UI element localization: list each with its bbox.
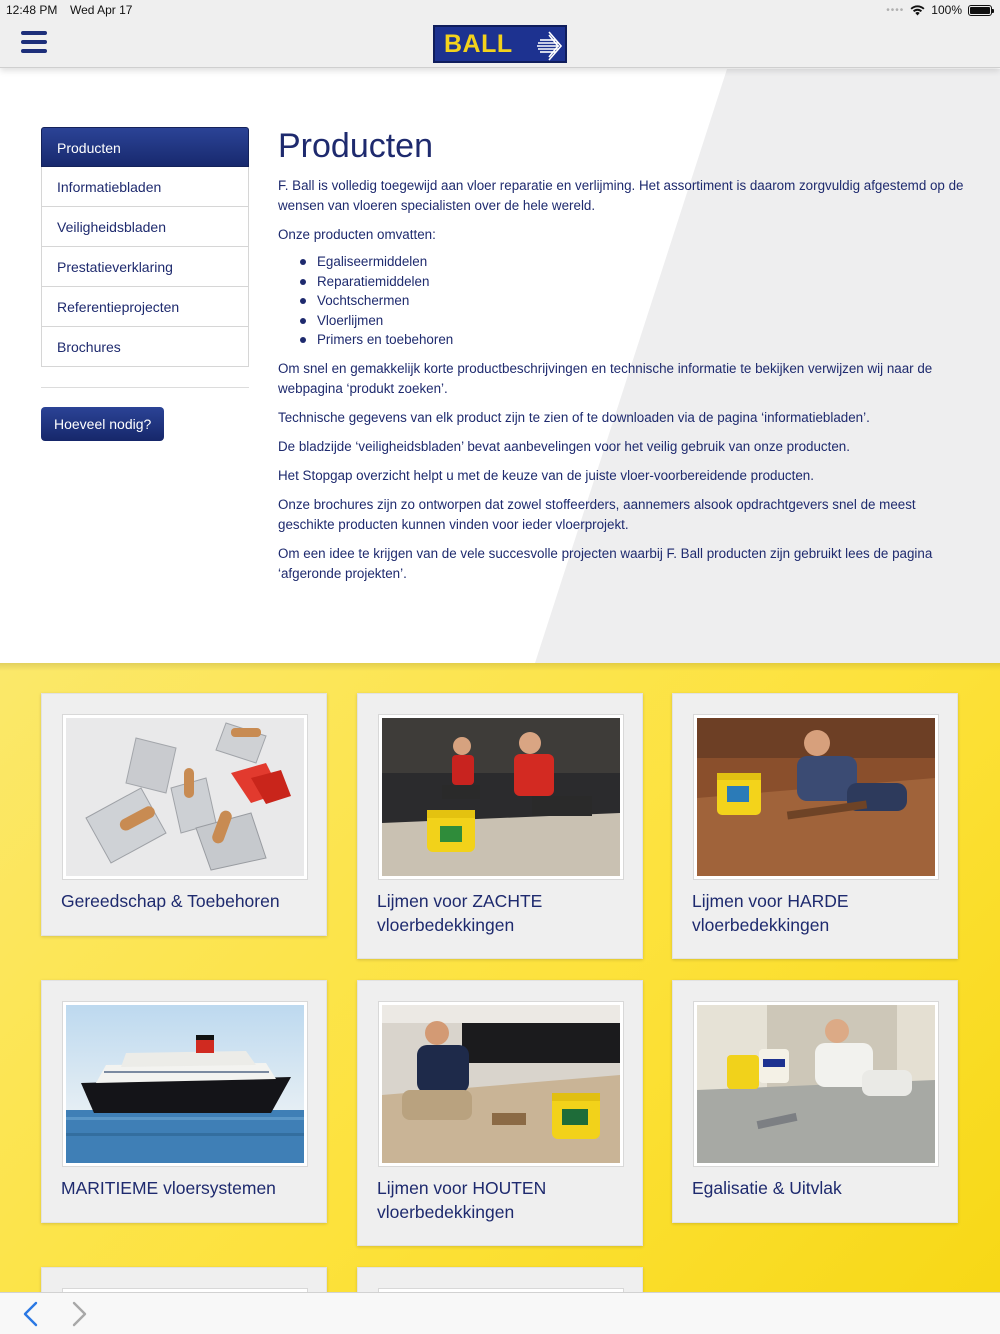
product-grid bbox=[0, 663, 1000, 1292]
article-paragraph: Om een idee te krijgen van de vele succesvolle projecten waarbij F. Ball producten zijn gebruikt lees de pagina ‘afgeronde projekten’. bbox=[278, 546, 933, 581]
product-card-label: Egalisatie & Uitvlak bbox=[692, 1178, 842, 1198]
list-item: Vochtschermen bbox=[300, 291, 968, 311]
hoeveel-nodig-button[interactable]: Hoeveel nodig? bbox=[41, 407, 164, 441]
product-card-label: Lijmen voor HARDE vloerbedekkingen bbox=[692, 891, 849, 935]
article-intro: F. Ball is volledig toegewijd aan vloer reparatie en verlijming. Het assortiment is daarom zorgvuldig afgestemd op de wensen van vloeren specialisten over de hele wereld. bbox=[278, 178, 964, 213]
installer-levelling-photo bbox=[697, 1005, 935, 1163]
battery-icon bbox=[968, 5, 992, 16]
trowels-photo bbox=[66, 718, 304, 876]
product-card-gereedschap[interactable] bbox=[41, 693, 327, 936]
list-item: Vloerlijmen bbox=[300, 311, 968, 331]
product-card-maritieme[interactable] bbox=[41, 980, 327, 1223]
article-paragraph: De bladzijde ‘veiligheidsbladen’ bevat aanbevelingen voor het veilig gebruik van onze producten. bbox=[278, 438, 850, 454]
product-card-label: MARITIEME vloersystemen bbox=[61, 1178, 276, 1198]
product-card-partial[interactable] bbox=[41, 1267, 327, 1292]
sidebar-item-referentieprojecten[interactable]: Referentieprojecten bbox=[41, 287, 249, 327]
list-intro: Onze producten omvatten: bbox=[278, 226, 436, 242]
cruise-ship-photo bbox=[66, 1005, 304, 1163]
product-image bbox=[693, 714, 939, 880]
product-card-zachte[interactable] bbox=[357, 693, 643, 959]
product-image bbox=[378, 714, 624, 880]
article-paragraph: Technische gegevens van elk product zijn te zien of te downloaden via de pagina ‘informatiebladen’. bbox=[278, 409, 870, 425]
diamond-logo-icon bbox=[536, 31, 562, 61]
ball-logo[interactable] bbox=[433, 25, 567, 63]
product-card-harde[interactable] bbox=[672, 693, 958, 959]
logo-text: BALL bbox=[444, 29, 513, 58]
product-image bbox=[693, 1001, 939, 1167]
status-date: Wed Apr 17 bbox=[70, 3, 133, 17]
status-bar bbox=[0, 0, 1000, 22]
status-right bbox=[886, 3, 992, 17]
article-paragraph: Onze brochures zijn zo ontworpen dat zowel stoffeerders, aannemers alsook opdrachtgevers snel de meest geschikte producten kunnen vinden voor ieder vloerprojekt. bbox=[278, 497, 916, 532]
article-paragraph: Om snel en gemakkelijk korte productbeschrijvingen en technische informatie te bekijken verwijzen wij naar de webpagina ‘produkt zoeken’. bbox=[278, 360, 933, 396]
article-paragraph: Het Stopgap overzicht helpt u met de keuze van de juiste vloer-voorbereidende producten. bbox=[278, 468, 814, 484]
article bbox=[278, 126, 968, 593]
signal-dots-icon: •••• bbox=[886, 4, 905, 16]
sidebar-item-informatiebladen[interactable]: Informatiebladen bbox=[41, 167, 249, 207]
chevron-left-icon[interactable] bbox=[18, 1301, 44, 1327]
menu-icon[interactable] bbox=[21, 31, 47, 55]
sidebar-item-brochures[interactable]: Brochures bbox=[41, 327, 249, 367]
product-image bbox=[378, 1001, 624, 1167]
bottom-nav-bar bbox=[0, 1292, 1000, 1334]
product-image bbox=[62, 714, 308, 880]
installer-spreading-adhesive-photo bbox=[382, 1005, 620, 1163]
sidebar-nav bbox=[41, 127, 249, 441]
product-card-egalisatie[interactable] bbox=[672, 980, 958, 1223]
installer-wood-floor-photo bbox=[697, 718, 935, 876]
product-card-houten[interactable] bbox=[357, 980, 643, 1246]
product-image bbox=[62, 1001, 308, 1167]
battery-percent: 100% bbox=[931, 3, 962, 17]
product-card-partial[interactable] bbox=[357, 1267, 643, 1292]
product-card-label: Lijmen voor HOUTEN vloerbedekkingen bbox=[377, 1178, 547, 1222]
sidebar-item-veiligheidsbladen[interactable]: Veiligheidsbladen bbox=[41, 207, 249, 247]
product-card-label: Gereedschap & Toebehoren bbox=[61, 891, 280, 911]
main-content bbox=[0, 69, 1000, 663]
wifi-icon bbox=[910, 5, 925, 16]
list-item: Egaliseermiddelen bbox=[300, 252, 968, 272]
chevron-right-icon[interactable] bbox=[66, 1301, 92, 1327]
installers-carpet-photo bbox=[382, 718, 620, 876]
list-item: Primers en toebehoren bbox=[300, 330, 968, 350]
status-time: 12:48 PM bbox=[6, 3, 58, 17]
list-item: Reparatiemiddelen bbox=[300, 272, 968, 292]
sidebar-item-prestatieverklaring[interactable]: Prestatieverklaring bbox=[41, 247, 249, 287]
product-type-list bbox=[300, 252, 968, 350]
product-card-label: Lijmen voor ZACHTE vloerbedekkingen bbox=[377, 891, 543, 935]
sidebar-divider bbox=[41, 387, 249, 388]
sidebar-item-producten[interactable]: Producten bbox=[41, 127, 249, 167]
page-title: Producten bbox=[278, 127, 433, 165]
